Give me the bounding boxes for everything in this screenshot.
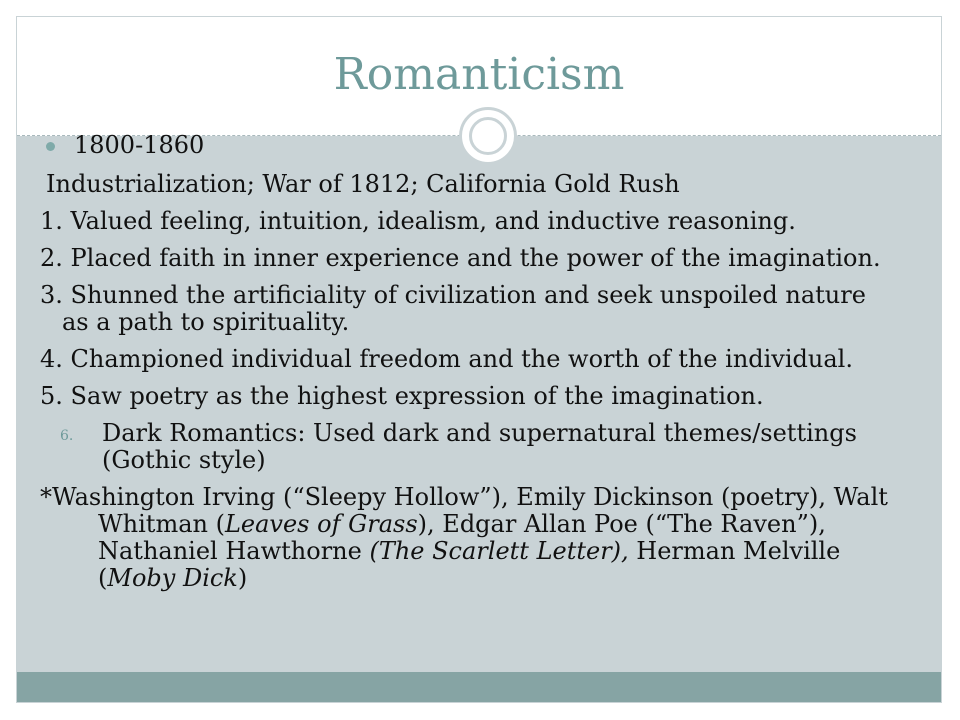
point-6-number: 6. <box>60 428 74 444</box>
point-6-text: Dark Romantics: Used dark and supernatural themes/settings (Gothic style) <box>102 419 857 474</box>
authors-text-3: Herman Melville ( <box>98 537 841 592</box>
bullet-dot-icon <box>46 142 55 151</box>
authors-text-1: *Washington Irving (“Sleepy Hollow”), Emily Dickinson (poetry), Walt Whitman ( <box>40 483 888 538</box>
point-6 <box>40 420 890 474</box>
point-4: 4. Championed individual freedom and the worth of the individual. <box>40 345 853 373</box>
point-1: 1. Valued feeling, intuition, idealism, and inductive reasoning. <box>40 207 796 235</box>
point-3: 3. Shunned the artificiality of civilization and seek unspoiled nature as a path to spirituality. <box>40 281 866 336</box>
point-2: 2. Placed faith in inner experience and the power of the imagination. <box>40 244 881 272</box>
footer-band <box>17 672 941 702</box>
authors-text-2: ), Edgar Allan Poe (“The Raven”), Nathaniel Hawthorne <box>98 510 826 565</box>
slide-title: Romanticism <box>333 49 625 100</box>
work-moby-dick: Moby Dick <box>107 564 238 592</box>
point-5: 5. Saw poetry as the highest expression of the imagination. <box>40 382 764 410</box>
slide-body <box>40 132 890 592</box>
work-scarlet-letter: (The Scarlett Letter), <box>369 537 629 565</box>
authors-paragraph <box>40 484 890 592</box>
context-line: Industrialization; War of 1812; California Gold Rush <box>46 170 680 198</box>
date-range-text: 1800-1860 <box>74 131 205 159</box>
authors-text-4: ) <box>237 564 248 592</box>
work-leaves-of-grass: Leaves of Grass <box>224 510 418 538</box>
date-range-item <box>40 132 890 159</box>
